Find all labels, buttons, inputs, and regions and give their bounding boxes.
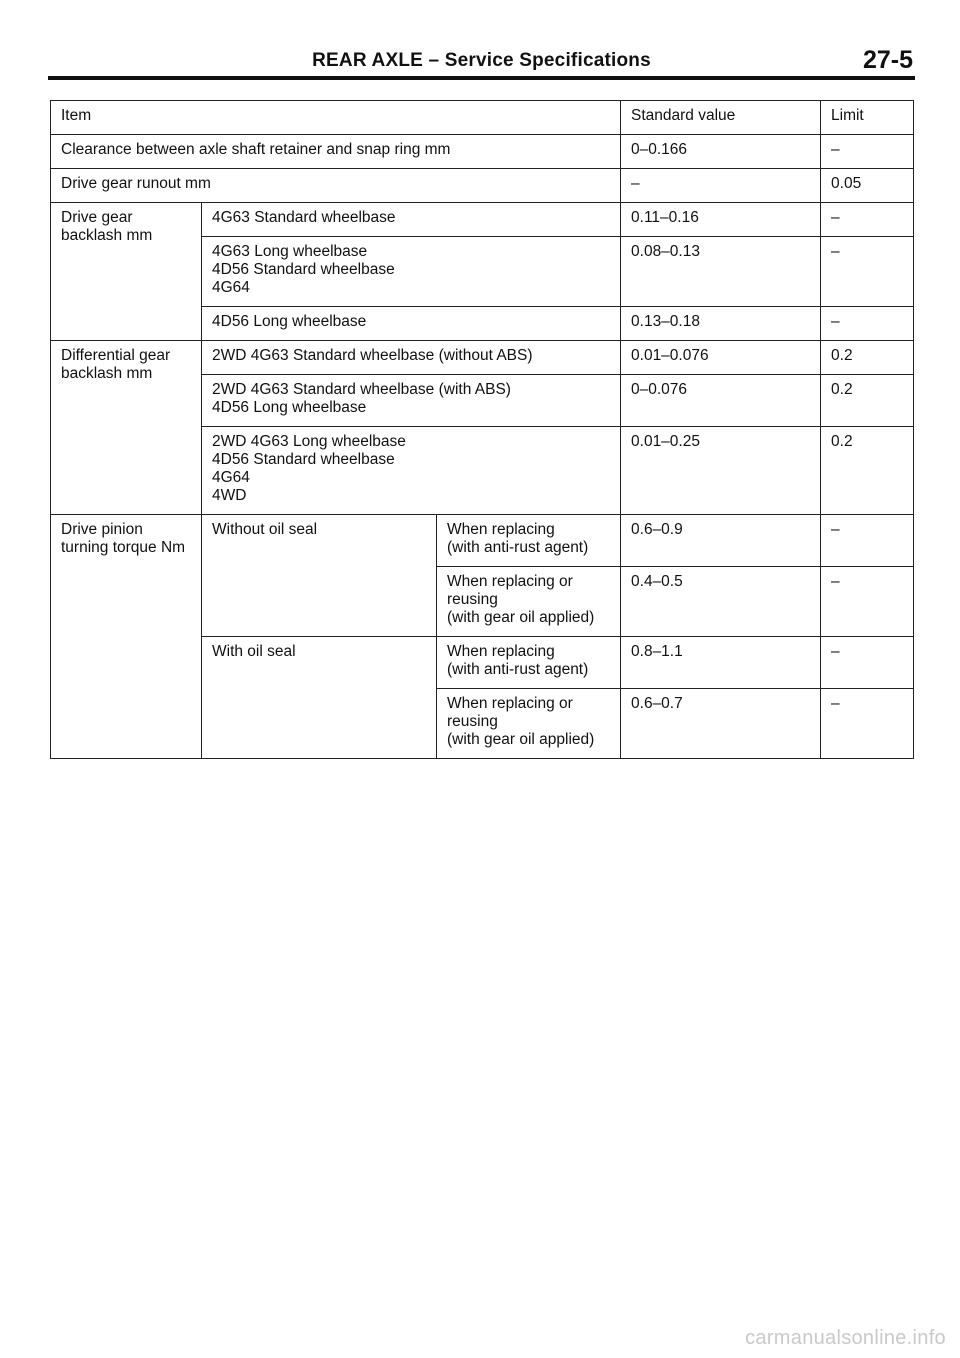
limit-cell: – [821,307,914,341]
page-title: REAR AXLE – Service Specifications [312,50,651,71]
condition-cell: 2WD 4G63 Long wheelbase 4D56 Standard wheelbase 4G64 4WD [202,427,621,515]
watermark: carmanualsonline.info [745,1327,946,1349]
limit-cell: – [821,135,914,169]
group-label-drive-gear-backlash: Drive gear backlash mm [51,203,202,341]
header-item: Item [51,101,621,135]
table-row [51,515,914,567]
table-row [51,203,914,237]
limit-cell: – [821,515,914,567]
table-row [51,169,914,203]
specifications-table [50,100,914,759]
page-header [48,44,915,78]
limit-cell: – [821,567,914,637]
condition-cell: 4G63 Long wheelbase 4D56 Standard wheelbase 4G64 [202,237,621,307]
limit-cell: 0.2 [821,341,914,375]
subgroup-with-oil-seal: With oil seal [202,637,437,759]
limit-cell: 0.05 [821,169,914,203]
table-header-row [51,101,914,135]
limit-cell: – [821,637,914,689]
limit-cell: – [821,237,914,307]
standard-value-cell: 0.13–0.18 [621,307,821,341]
subgroup-without-oil-seal: Without oil seal [202,515,437,637]
item-cell: Clearance between axle shaft retainer and snap ring mm [51,135,621,169]
table-row [51,341,914,375]
limit-cell: – [821,203,914,237]
header-limit: Limit [821,101,914,135]
item-cell: Drive gear runout mm [51,169,621,203]
condition-cell: 2WD 4G63 Standard wheelbase (with ABS) 4D56 Long wheelbase [202,375,621,427]
standard-value-cell: 0.08–0.13 [621,237,821,307]
standard-value-cell: 0.8–1.1 [621,637,821,689]
standard-value-cell: 0.01–0.25 [621,427,821,515]
standard-value-cell: 0.6–0.7 [621,689,821,759]
header-standard-value: Standard value [621,101,821,135]
condition-cell: 4D56 Long wheelbase [202,307,621,341]
standard-value-cell: 0.6–0.9 [621,515,821,567]
standard-value-cell: 0–0.076 [621,375,821,427]
limit-cell: – [821,689,914,759]
condition-cell: 4G63 Standard wheelbase [202,203,621,237]
condition-cell: When replacing (with anti-rust agent) [437,515,621,567]
standard-value-cell: 0.11–0.16 [621,203,821,237]
standard-value-cell: 0.4–0.5 [621,567,821,637]
limit-cell: 0.2 [821,375,914,427]
standard-value-cell: – [621,169,821,203]
standard-value-cell: 0.01–0.076 [621,341,821,375]
condition-cell: When replacing or reusing (with gear oil applied) [437,689,621,759]
page-number: 27-5 [862,46,913,74]
group-label-drive-pinion-turning-torque: Drive pinion turning torque Nm [51,515,202,759]
limit-cell: 0.2 [821,427,914,515]
header-rule [48,76,915,80]
group-label-differential-gear-backlash: Differential gear backlash mm [51,341,202,515]
table-row [51,135,914,169]
standard-value-cell: 0–0.166 [621,135,821,169]
condition-cell: 2WD 4G63 Standard wheelbase (without ABS) [202,341,621,375]
condition-cell: When replacing or reusing (with gear oil applied) [437,567,621,637]
condition-cell: When replacing (with anti-rust agent) [437,637,621,689]
